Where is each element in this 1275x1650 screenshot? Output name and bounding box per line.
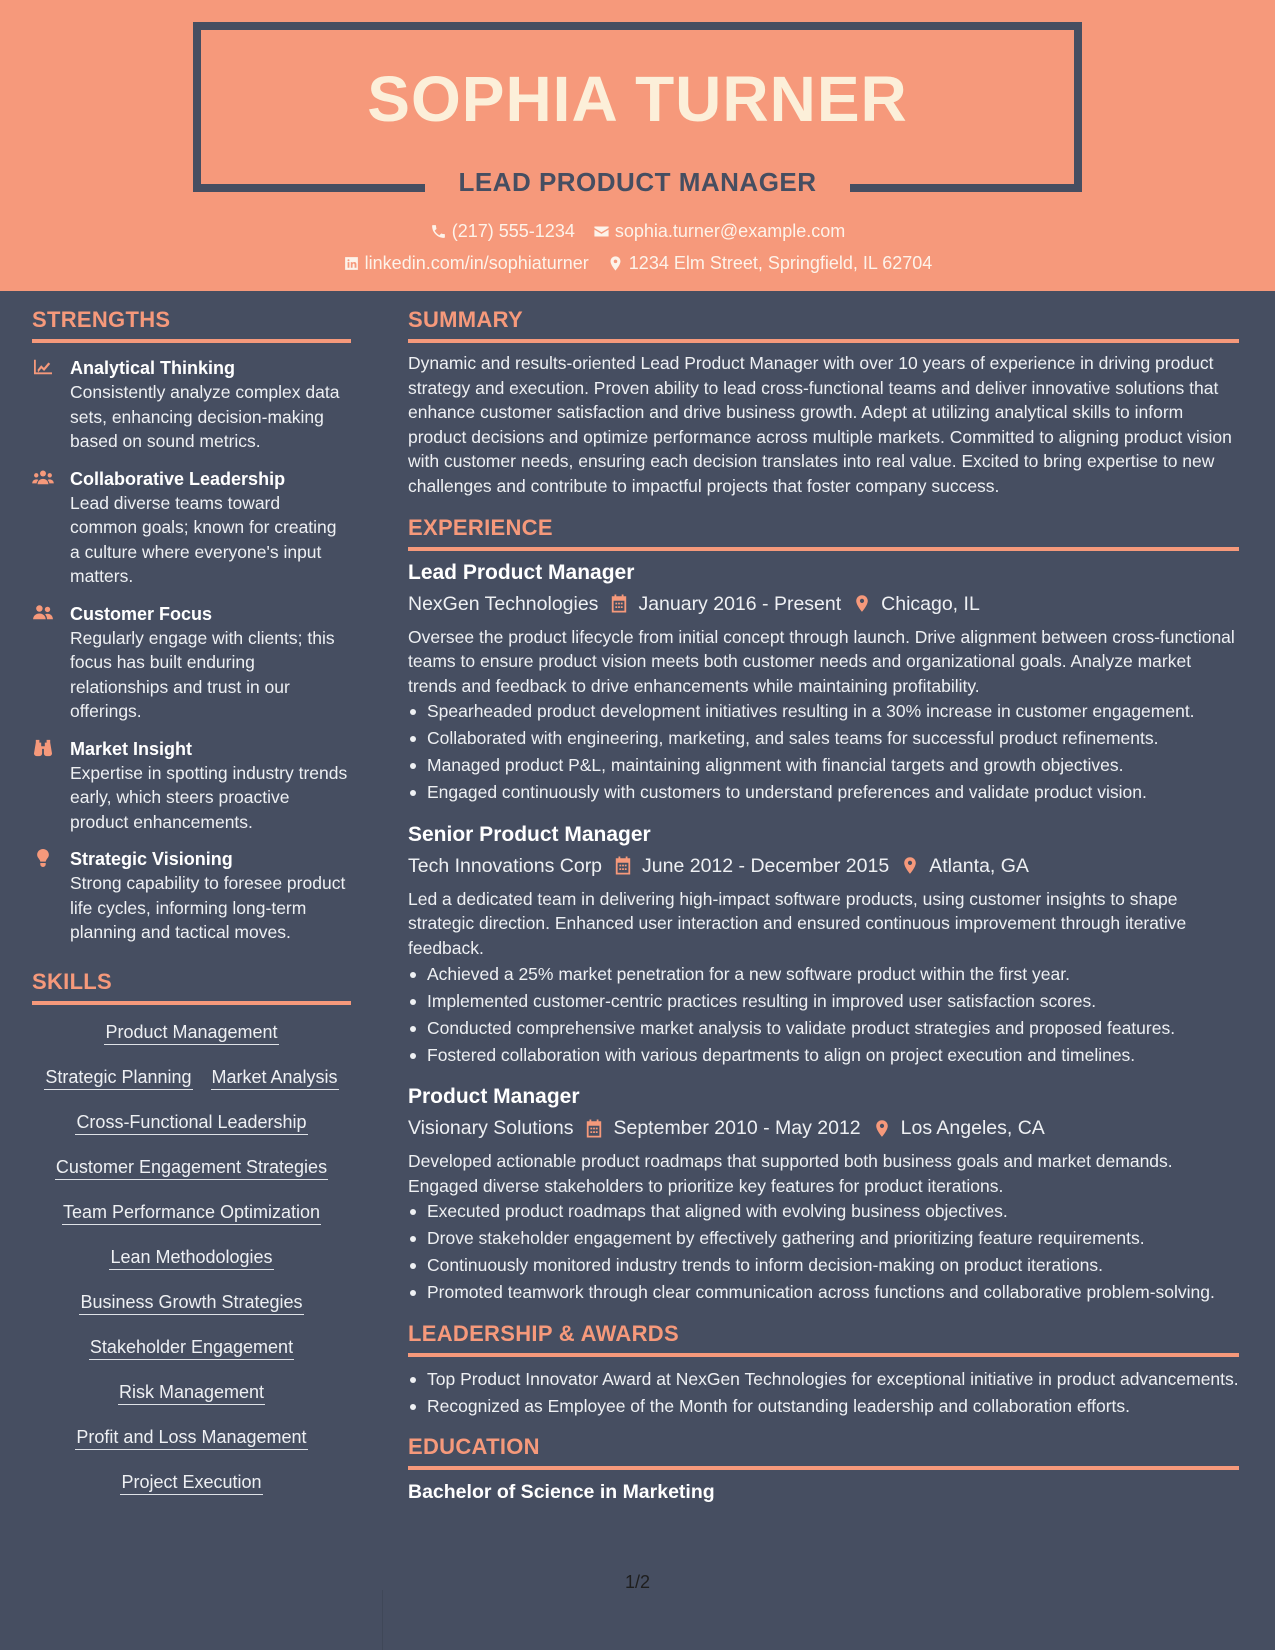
strength-desc: Strong capability to foresee product life cycles, informing long-term planning and tactical moves.: [70, 873, 346, 942]
leadership-title: LEADERSHIP & AWARDS: [408, 1321, 1239, 1357]
address-text: 1234 Elm Street, Springfield, IL 62704: [628, 253, 933, 273]
skill-tag: Stakeholder Engagement: [89, 1336, 294, 1360]
phone-text: (217) 555-1234: [451, 221, 575, 241]
contact-address: [607, 253, 933, 274]
column-divider: [382, 1590, 383, 1650]
contact-linkedin[interactable]: [343, 253, 589, 274]
strength-item: [32, 356, 351, 454]
summary-title: SUMMARY: [408, 307, 1239, 343]
achievement-item: Executed product roadmaps that aligned with evolving business objectives.: [408, 1199, 1239, 1224]
users-icon: [32, 469, 54, 487]
achievement-item: Collaborated with engineering, marketing, and sales teams for successful product refinements.: [408, 726, 1239, 751]
job-location: Atlanta, GA: [929, 854, 1029, 877]
education-title: EDUCATION: [408, 1434, 1239, 1470]
job-dates: January 2016 - Present: [638, 592, 842, 615]
experience-title: EXPERIENCE: [408, 515, 1239, 551]
map-marker-icon: [607, 255, 624, 272]
user-group-icon: [32, 604, 54, 622]
achievement-item: Implemented customer-centric practices resulting in improved user satisfaction scores.: [408, 989, 1239, 1014]
map-marker-icon: [853, 594, 871, 613]
summary-text: Dynamic and results-oriented Lead Product Manager with over 10 years of experience in driving product strategy and execution. Proven ability to lead cross-functional teams and deliver innovative solutions that enhance customer satisfaction and drive business growth. Adept at utilizing analytical skills to inform product decisions and optimize performance across multiple markets. Committed to aligning product vision with customer needs, ensuring each decision translates into real value. Excited to bring expertise to new challenges and contribute to impactful projects that foster company success.: [408, 353, 1232, 496]
lightbulb-icon: [32, 849, 54, 867]
strengths-title: STRENGTHS: [32, 307, 351, 343]
strength-desc: Consistently analyze complex data sets, enhancing decision-making based on sound metrics.: [70, 382, 340, 451]
job-role: Senior Product Manager: [408, 822, 651, 846]
education-degree: Bachelor of Science in Marketing: [408, 1481, 715, 1504]
phone-icon: [430, 223, 447, 240]
job-meta: [408, 851, 1239, 881]
achievement-item: Promoted teamwork through clear communication across functions and collaborative problem-solving.: [408, 1280, 1239, 1305]
page-number: 1/2: [624, 1572, 651, 1592]
strengths-list: [32, 356, 351, 945]
achievement-item: Achieved a 25% market penetration for a new software product within the first year.: [408, 962, 1239, 987]
skill-tag: Business Growth Strategies: [79, 1291, 303, 1315]
job-meta: [408, 589, 1239, 619]
calendar-icon: [614, 856, 632, 875]
map-marker-icon: [873, 1119, 891, 1138]
linkedin-text: linkedin.com/in/sophiaturner: [364, 253, 589, 273]
strength-desc: Lead diverse teams toward common goals; known for creating a culture where everyone's input matters.: [70, 492, 337, 586]
job-achievements: [408, 962, 1239, 1068]
job-achievements: [408, 699, 1239, 805]
strength-name: Market Insight: [70, 738, 193, 759]
binoculars-icon: [32, 739, 54, 757]
skill-tag: Lean Methodologies: [109, 1246, 273, 1270]
job-achievements: [408, 1199, 1239, 1305]
job-description: Oversee the product lifecycle from initial concept through launch. Drive alignment between cross-functional teams to ensure product vision meets both customer needs and organizational goals. Analyze market trends and feedback to drive enhancements while maintaining profitability.: [408, 626, 1235, 696]
achievement-item: Engaged continuously with customers to understand preferences and validate product vision.: [408, 780, 1239, 805]
skill-tag: Team Performance Optimization: [62, 1201, 321, 1225]
skills-title: SKILLS: [32, 969, 351, 1005]
contact-row-1: [0, 221, 1275, 242]
envelope-icon: [593, 223, 610, 240]
job-dates: June 2012 - December 2015: [642, 854, 890, 877]
job-dates: September 2010 - May 2012: [613, 1117, 861, 1140]
contact-phone[interactable]: [430, 221, 575, 242]
calendar-icon: [610, 594, 628, 613]
job-description: Developed actionable product roadmaps that supported both business goals and market demands. Engaged diverse stakeholders to prioritize key features for product iterations.: [408, 1151, 1173, 1196]
job-description: Led a dedicated team in delivering high-impact software products, using customer insights to shape strategic direction. Enhanced user interaction and ensured continuous improvement through iterative feedback.: [408, 888, 1187, 959]
linkedin-icon: [343, 255, 360, 272]
calendar-icon: [585, 1119, 603, 1138]
skill-tag: Project Execution: [120, 1471, 262, 1495]
strength-item: [32, 467, 351, 589]
chart-line-icon: [32, 358, 54, 376]
skill-tag: Strategic Planning: [44, 1066, 192, 1090]
candidate-title: LEAD PRODUCT MANAGER: [458, 167, 817, 197]
job-location: Los Angeles, CA: [900, 1117, 1045, 1140]
map-marker-icon: [901, 856, 919, 875]
strength-item: [32, 847, 351, 945]
left-column: [32, 307, 351, 1516]
achievement-item: Conducted comprehensive market analysis to validate product strategies and proposed features.: [408, 1016, 1239, 1041]
achievement-item: Drove stakeholder engagement by effectively gathering and prioritizing feature requirements.: [408, 1226, 1239, 1251]
job-company: Tech Innovations Corp: [408, 854, 603, 877]
achievement-item: Continuously monitored industry trends to inform decision-making on product iterations.: [408, 1253, 1239, 1278]
contact-email[interactable]: [593, 221, 845, 242]
skill-tag: Market Analysis: [211, 1066, 339, 1090]
skill-tag: Risk Management: [118, 1381, 265, 1405]
job-entry: [408, 1083, 1239, 1305]
job-company: Visionary Solutions: [408, 1117, 574, 1140]
job-entry: [408, 559, 1239, 805]
contact-row-2: [0, 253, 1275, 274]
candidate-name: SOPHIA TURNER: [367, 63, 908, 135]
strength-desc: Regularly engage with clients; this focus has built enduring relationships and trust in our offerings.: [70, 627, 335, 721]
job-entry: [408, 821, 1239, 1067]
skill-tag: Customer Engagement Strategies: [55, 1156, 328, 1180]
achievement-item: Spearheaded product development initiatives resulting in a 30% increase in customer engagement.: [408, 699, 1239, 724]
achievement-item: Managed product P&L, maintaining alignment with financial targets and growth objectives.: [408, 753, 1239, 778]
email-text: sophia.turner@example.com: [614, 221, 846, 241]
strength-desc: Expertise in spotting industry trends early, which steers proactive product enhancements.: [70, 762, 348, 832]
achievement-item: Fostered collaboration with various departments to align on project execution and timelines.: [408, 1043, 1239, 1068]
skill-tag: Product Management: [104, 1021, 278, 1045]
job-location: Chicago, IL: [881, 592, 980, 615]
job-role: Product Manager: [408, 1085, 580, 1109]
resume-header: [0, 0, 1275, 291]
strength-name: Analytical Thinking: [70, 358, 236, 378]
job-meta: [408, 1113, 1239, 1143]
strength-name: Strategic Visioning: [70, 849, 233, 869]
skills-list: [32, 1021, 351, 1495]
right-column: [408, 307, 1239, 1504]
job-role: Lead Product Manager: [408, 560, 635, 584]
job-company: NexGen Technologies: [408, 592, 599, 615]
award-item: Recognized as Employee of the Month for outstanding leadership and collaboration efforts.: [408, 1394, 1239, 1419]
awards-list: [408, 1367, 1239, 1419]
strength-name: Customer Focus: [70, 603, 213, 624]
award-item: Top Product Innovator Award at NexGen Technologies for exceptional initiative in product advancements.: [408, 1367, 1239, 1392]
strength-item: [32, 602, 351, 724]
strength-item: [32, 737, 351, 835]
strength-name: Collaborative Leadership: [70, 468, 286, 489]
skill-tag: Profit and Loss Management: [75, 1426, 307, 1450]
skill-tag: Cross-Functional Leadership: [75, 1111, 307, 1135]
